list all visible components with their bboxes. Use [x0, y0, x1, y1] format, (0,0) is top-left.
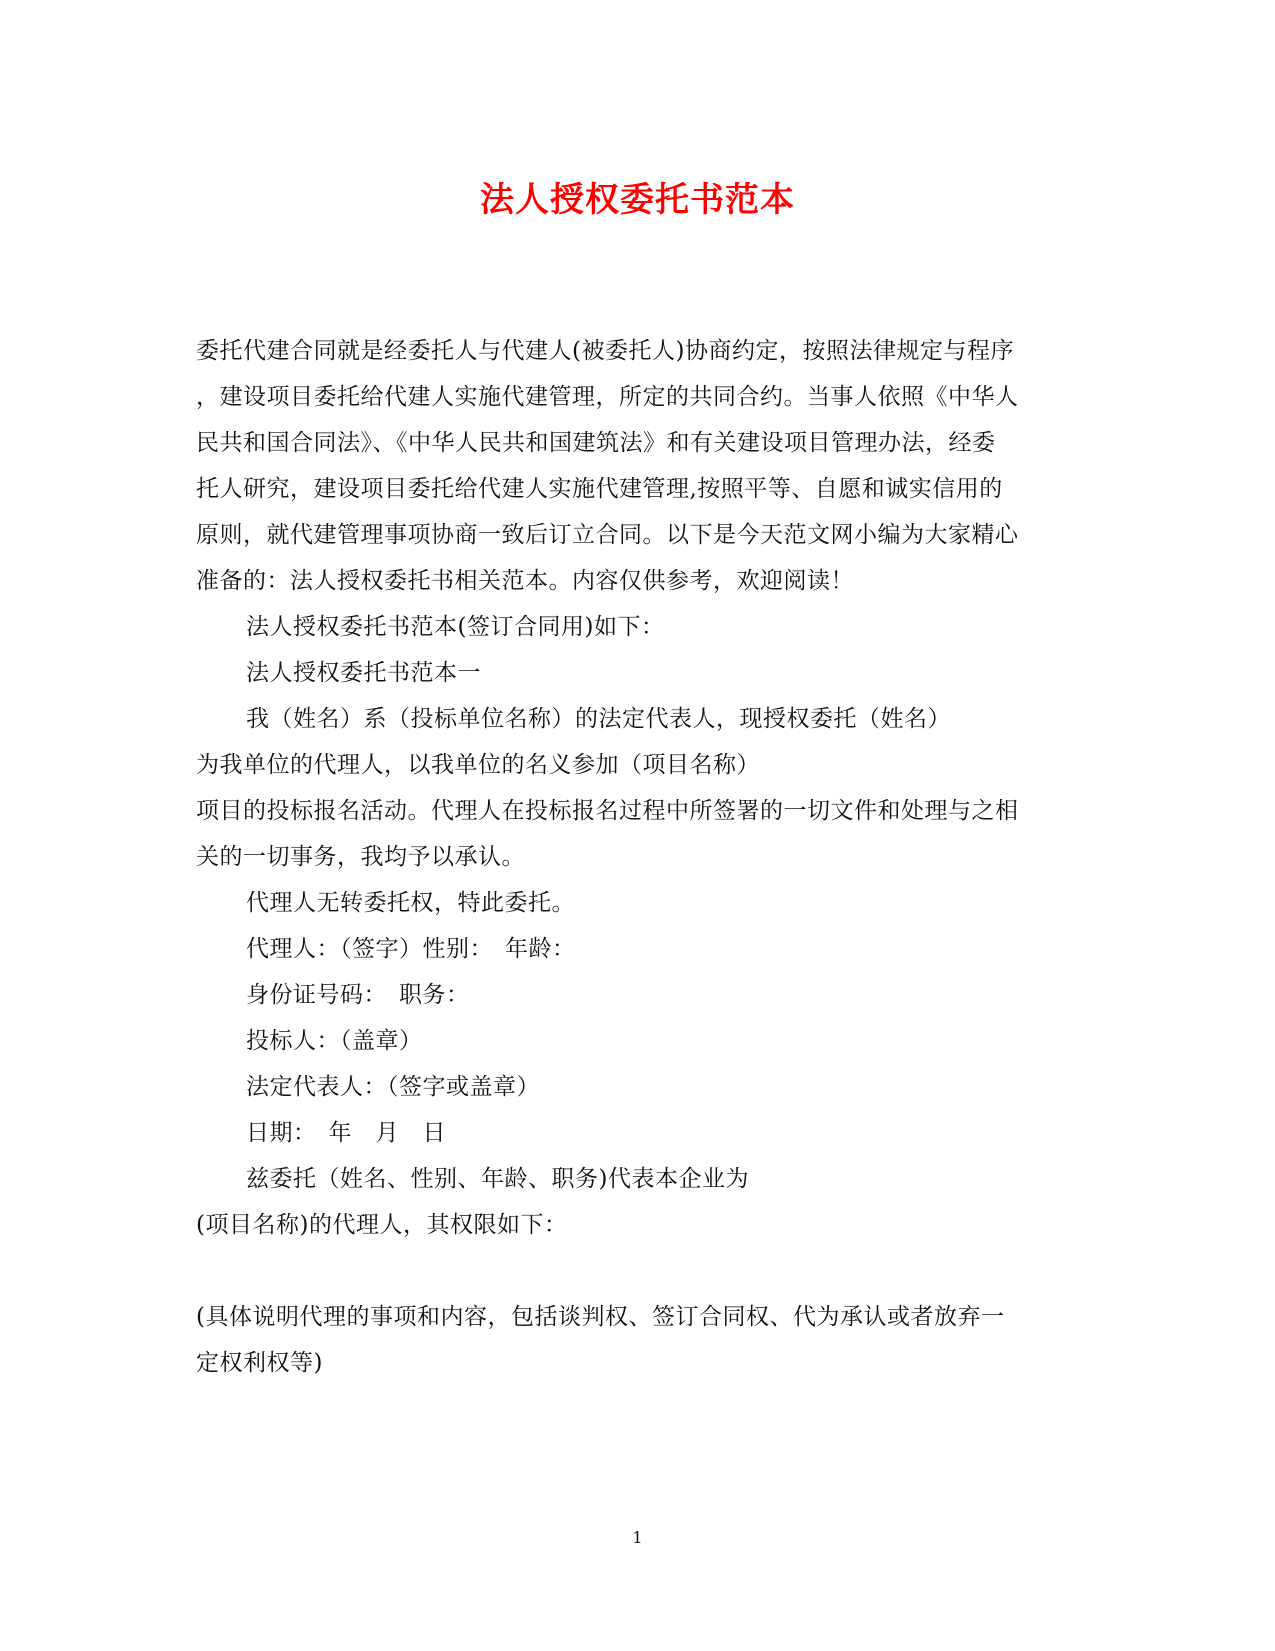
agent-field: 代理人：（签字）性别： 年龄：: [246, 936, 576, 962]
legal-rep-field: 法定代表人：（签字或盖章）: [246, 1074, 540, 1100]
scope-line: 定权利权等): [196, 1350, 323, 1376]
page-number: 1: [632, 1528, 643, 1547]
id-field: 身份证号码： 职务：: [246, 982, 470, 1008]
document-title: 法人授权委托书范本: [480, 180, 795, 220]
authorization-line: 项目的投标报名活动。代理人在投标报名过程中所签署的一切文件和处理与之相: [196, 798, 1019, 824]
intro-line: 准备的：法人授权委托书相关范本。内容仅供参考，欢迎阅读！: [196, 568, 854, 594]
no-sub-delegation: 代理人无转委托权，特此委托。: [246, 890, 575, 916]
subheading: 法人授权委托书范本(签订合同用)如下：: [246, 614, 665, 640]
intro-line: 原则，就代建管理事项协商一致后订立合同。以下是今天范文网小编为大家精心: [196, 522, 1019, 548]
authorization-line: 关的一切事务，我均予以承认。: [196, 844, 525, 870]
authorization-line: 我（姓名）系（投标单位名称）的法定代表人，现授权委托（姓名）: [246, 706, 951, 732]
intro-line: 托人研究，建设项目委托给代建人实施代建管理,按照平等、自愿和诚实信用的: [196, 476, 1003, 502]
authorization-line: 为我单位的代理人，以我单位的名义参加（项目名称）: [196, 752, 760, 778]
date-field: 日期： 年 月 日: [246, 1120, 446, 1146]
intro-line: 民共和国合同法》、《中华人民共和国建筑法》和有关建设项目管理办法，经委: [196, 430, 996, 456]
sample-title: 法人授权委托书范本一: [246, 660, 481, 686]
bidder-field: 投标人：（盖章）: [246, 1028, 423, 1054]
intro-line: 委托代建合同就是经委托人与代建人(被委托人)协商约定，按照法律规定与程序: [196, 338, 1014, 364]
scope-line: (具体说明代理的事项和内容，包括谈判权、签订合同权、代为承认或者放弃一: [196, 1304, 1005, 1330]
project-line: (项目名称)的代理人，其权限如下：: [196, 1212, 568, 1238]
intro-line: ，建设项目委托给代建人实施代建管理，所定的共同合约。当事人依照《中华人: [196, 384, 1019, 410]
entrust-line: 兹委托（姓名、性别、年龄、职务)代表本企业为: [246, 1166, 749, 1192]
